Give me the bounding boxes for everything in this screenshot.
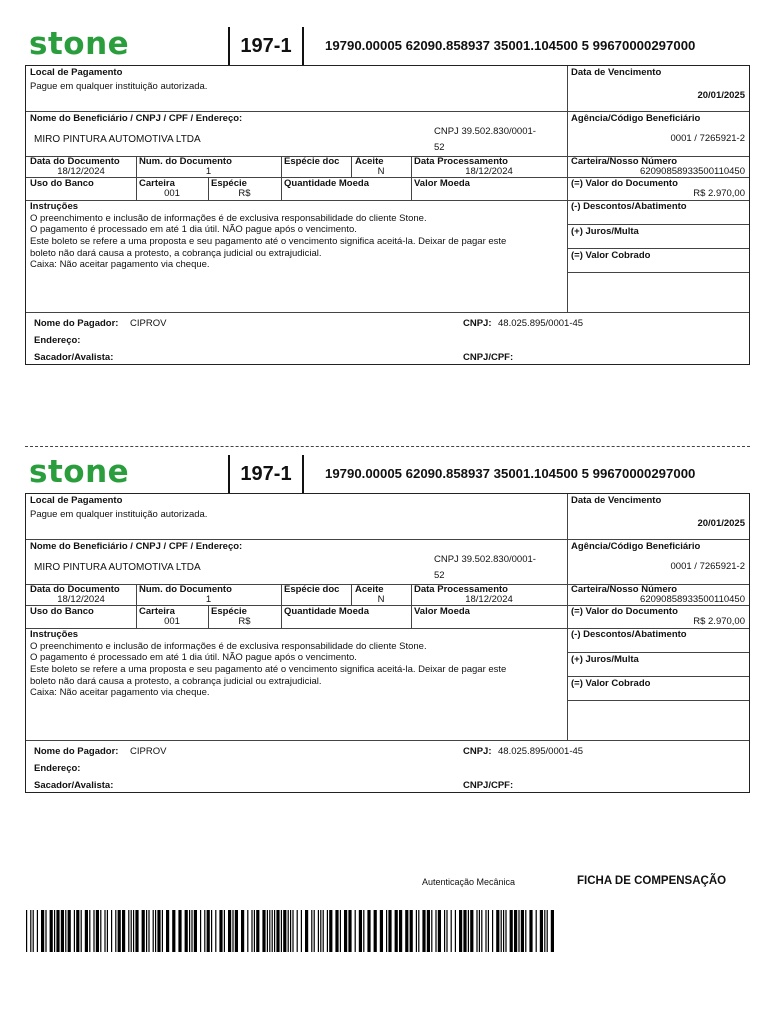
label-local-pagamento: Local de Pagamento: [30, 495, 123, 506]
label-carteira: Carteira: [139, 178, 175, 189]
beneficiario-cnpj-line1: CNPJ 39.502.830/0001-: [434, 126, 536, 137]
barcode-bar: [251, 910, 252, 952]
barcode-bar: [111, 910, 112, 952]
label-quantidade-moeda: Quantidade Moeda: [284, 606, 369, 617]
barcode-bar: [76, 910, 79, 952]
barcode-bar: [380, 910, 383, 952]
label-uso-banco: Uso do Banco: [30, 178, 94, 189]
num-documento-value: 1: [205, 594, 212, 605]
barcode-bar: [194, 910, 197, 952]
barcode-bar: [327, 910, 328, 952]
barcode-bar: [189, 910, 190, 952]
barcode-bar: [323, 910, 324, 952]
barcode-bar: [153, 910, 154, 952]
label-data-vencimento: Data de Vencimento: [571, 67, 662, 78]
barcode-bar: [274, 910, 275, 952]
label-agencia: Agência/Código Beneficiário: [571, 541, 701, 552]
barcode-bar: [207, 910, 210, 952]
especie-value: R$: [238, 188, 251, 199]
barcode-bar: [157, 910, 160, 952]
barcode-bar: [359, 910, 362, 952]
barcode-bar: [374, 910, 377, 952]
barcode-bar: [416, 910, 417, 952]
barcode-bar: [529, 910, 532, 952]
beneficiario-nome: MIRO PINTURA AUTOMOTIVA LTDA: [34, 134, 201, 145]
num-documento-value: 1: [205, 166, 212, 177]
agencia-value: 0001 / 7265921-2: [670, 561, 745, 572]
barcode-bar: [431, 910, 432, 952]
barcode-bar: [219, 910, 222, 952]
barcode-bar: [56, 910, 59, 952]
label-cnpj-cpf: CNPJ/CPF:: [463, 780, 514, 791]
barcode-bar: [297, 910, 298, 952]
barcode-bar: [68, 910, 71, 952]
instrucao-line: O preenchimento e inclusão de informações é de exclusiva responsabilidade do cliente Stone.: [30, 213, 427, 224]
barcode-bar: [61, 910, 64, 952]
barcode-bar: [468, 910, 469, 952]
slip-header: [25, 27, 750, 67]
label-especie: Espécie: [211, 606, 247, 617]
barcode-bar: [463, 910, 466, 952]
barcode-bar: [85, 910, 88, 952]
digitable-line: 19790.00005 62090.858937 35001.104500 5 99670000297000: [325, 466, 696, 481]
beneficiario-nome: MIRO PINTURA AUTOMOTIVA LTDA: [34, 562, 201, 573]
carteira-value: 001: [164, 616, 180, 627]
barcode-bar: [262, 910, 265, 952]
receipt-slip: [25, 27, 750, 367]
barcode-bar: [172, 910, 175, 952]
label-valor-documento: (=) Valor do Documento: [571, 178, 678, 189]
barcode-bar: [292, 910, 293, 952]
barcode-bar: [340, 910, 341, 952]
label-data-processamento: Data Processamento: [414, 584, 508, 595]
label-valor-cobrado: (=) Valor Cobrado: [571, 678, 651, 689]
aceite-value: N: [377, 166, 385, 177]
compensation-slip: [25, 455, 750, 795]
label-data-processamento: Data Processamento: [414, 156, 508, 167]
barcode-bar: [122, 910, 125, 952]
barcode-bar: [510, 910, 513, 952]
stone-logo: stone: [29, 26, 130, 62]
barcode-bar: [518, 910, 519, 952]
local-pagamento-value: Pague em qualquer instituição autorizada.: [30, 509, 208, 520]
barcode-bar: [204, 910, 205, 952]
barcode-bar: [363, 910, 364, 952]
data-documento-value: 18/12/2024: [57, 594, 105, 605]
barcode-bar: [395, 910, 398, 952]
data-vencimento-value: 20/01/2025: [697, 518, 745, 529]
label-data-vencimento: Data de Vencimento: [571, 495, 662, 506]
barcode-bar: [503, 910, 504, 952]
barcode-bar: [162, 910, 163, 952]
barcode-bar: [166, 910, 169, 952]
barcode-bar: [235, 910, 238, 952]
label-nome-pagador: Nome do Pagador:: [34, 746, 119, 757]
instrucao-line: Caixa: Não aceitar pagamento via cheque.: [30, 687, 210, 698]
pagador-value: CIPROV: [130, 318, 167, 329]
valor-documento-value: R$ 2.970,00: [693, 188, 745, 199]
barcode-bar: [455, 910, 456, 952]
barcode-bar: [41, 910, 44, 952]
barcode-bar: [254, 910, 255, 952]
label-especie: Espécie: [211, 178, 247, 189]
barcode-bar: [479, 910, 480, 952]
barcode-bar: [410, 910, 413, 952]
especie-value: R$: [238, 616, 251, 627]
barcode-bar: [142, 910, 145, 952]
barcode-bar: [288, 910, 289, 952]
data-processamento-value: 18/12/2024: [465, 166, 513, 177]
barcode-bar: [525, 910, 526, 952]
barcode-bar: [50, 910, 53, 952]
label-descontos: (-) Descontos/Abatimento: [571, 201, 687, 212]
data-documento-value: 18/12/2024: [57, 166, 105, 177]
instrucao-line: O pagamento é processado em até 1 dia útil. NÃO pague após o vencimento.: [30, 652, 357, 663]
barcode-bar: [470, 910, 473, 952]
barcode-bar: [496, 910, 499, 952]
barcode-bar: [314, 910, 315, 952]
barcode-bar: [267, 910, 268, 952]
label-data-documento: Data do Documento: [30, 584, 120, 595]
barcode-bar: [148, 910, 149, 952]
barcode-bar: [348, 910, 351, 952]
barcode-bar: [211, 910, 212, 952]
bank-code: 197-1: [228, 455, 304, 493]
label-nome-pagador: Nome do Pagador:: [34, 318, 119, 329]
barcode-bar: [185, 910, 188, 952]
barcode-bar: [367, 910, 370, 952]
beneficiario-cnpj-line2: 52: [434, 570, 445, 581]
label-valor-moeda: Valor Moeda: [414, 606, 470, 617]
data-processamento-value: 18/12/2024: [465, 594, 513, 605]
label-cnpj-cpf: CNPJ/CPF:: [463, 352, 514, 363]
barcode-bar: [435, 910, 436, 952]
label-data-documento: Data do Documento: [30, 156, 120, 167]
instrucao-line: Este boleto se refere a uma proposta e seu pagamento até o vencimento significa aceitá-la. Deixar de pagar este: [30, 664, 507, 675]
barcode-bar: [355, 910, 356, 952]
barcode-bar: [283, 910, 286, 952]
barcode-bar: [200, 910, 201, 952]
nosso-numero-value: 62090858933500110450: [640, 166, 745, 177]
barcode-bar: [269, 910, 270, 952]
label-instrucoes: Instruções: [30, 201, 79, 212]
barcode-bar: [488, 910, 489, 952]
barcode-bar: [438, 910, 441, 952]
barcode-bar: [318, 910, 319, 952]
barcode-bar: [551, 910, 554, 952]
label-beneficiario: Nome do Beneficiário / CNPJ / CPF / Endereço:: [30, 113, 243, 124]
label-endereco: Endereço:: [34, 335, 81, 346]
label-sacador: Sacador/Avalista:: [34, 780, 114, 791]
barcode-bar: [45, 910, 46, 952]
pagador-cnpj-value: 48.025.895/0001-45: [498, 318, 584, 329]
barcode-bar: [37, 910, 38, 952]
label-num-documento: Num. do Documento: [139, 156, 232, 167]
label-beneficiario: Nome do Beneficiário / CNPJ / CPF / Endereço:: [30, 541, 243, 552]
instrucao-line: Caixa: Não aceitar pagamento via cheque.: [30, 259, 210, 270]
barcode-bar: [544, 910, 545, 952]
barcode-bar: [247, 910, 248, 952]
barcode-bar: [276, 910, 279, 952]
barcode-bar: [115, 910, 116, 952]
slip-header: [25, 455, 750, 495]
barcode-bar: [133, 910, 134, 952]
barcode-bar: [178, 910, 181, 952]
barcode-bar: [320, 910, 321, 952]
barcode-bar: [481, 910, 482, 952]
nosso-numero-value: 62090858933500110450: [640, 594, 745, 605]
barcode-bar: [104, 910, 105, 952]
label-valor-cobrado: (=) Valor Cobrado: [571, 250, 651, 261]
barcode-bar: [224, 910, 225, 952]
boleto-table: [25, 65, 750, 365]
label-especie-doc: Espécie doc: [284, 156, 340, 167]
barcode-bar: [256, 910, 259, 952]
label-local-pagamento: Local de Pagamento: [30, 67, 123, 78]
label-endereco: Endereço:: [34, 763, 81, 774]
barcode-bar: [155, 910, 156, 952]
label-aceite: Aceite: [355, 156, 384, 167]
label-valor-documento: (=) Valor do Documento: [571, 606, 678, 617]
barcode-bar: [118, 910, 121, 952]
barcode-bar: [344, 910, 347, 952]
label-uso-banco: Uso do Banco: [30, 606, 94, 617]
barcode-bar: [191, 910, 192, 952]
label-num-documento: Num. do Documento: [139, 584, 232, 595]
carteira-value: 001: [164, 188, 180, 199]
barcode-bar: [26, 910, 27, 952]
label-quantidade-moeda: Quantidade Moeda: [284, 178, 369, 189]
label-carteira-nosso-numero: Carteira/Nosso Número: [571, 156, 678, 167]
barcode-bar: [135, 910, 138, 952]
barcode-bar: [228, 910, 231, 952]
barcode-bar: [492, 910, 493, 952]
barcode-bar: [335, 910, 338, 952]
barcode-bar: [131, 910, 132, 952]
barcode-bar: [427, 910, 430, 952]
label-descontos: (-) Descontos/Abatimento: [571, 629, 687, 640]
aceite-value: N: [377, 594, 385, 605]
barcode-bar: [100, 910, 101, 952]
instrucao-line: Este boleto se refere a uma proposta e seu pagamento até o vencimento significa aceitá-la. Deixar de pagar este: [30, 236, 507, 247]
barcode-bar: [514, 910, 517, 952]
valor-documento-value: R$ 2.970,00: [693, 616, 745, 627]
beneficiario-cnpj-line2: 52: [434, 142, 445, 153]
barcode-bar: [536, 910, 537, 952]
barcode-bar: [146, 910, 147, 952]
barcode-bar: [444, 910, 445, 952]
barcode-bar: [81, 910, 82, 952]
barcode-image: [26, 910, 556, 952]
barcode-bar: [388, 910, 391, 952]
barcode-bar: [547, 910, 548, 952]
label-agencia: Agência/Código Beneficiário: [571, 113, 701, 124]
label-sacador: Sacador/Avalista:: [34, 352, 114, 363]
cut-line: [25, 446, 750, 447]
pagador-value: CIPROV: [130, 746, 167, 757]
label-especie-doc: Espécie doc: [284, 584, 340, 595]
label-juros: (+) Juros/Multa: [571, 654, 639, 665]
barcode-bar: [305, 910, 308, 952]
barcode-bar: [107, 910, 108, 952]
label-carteira: Carteira: [139, 606, 175, 617]
barcode-bar: [281, 910, 282, 952]
label-aceite: Aceite: [355, 584, 384, 595]
barcode-bar: [422, 910, 425, 952]
local-pagamento-value: Pague em qualquer instituição autorizada.: [30, 81, 208, 92]
barcode-bar: [386, 910, 387, 952]
barcode-bar: [232, 910, 233, 952]
barcode-bar: [96, 910, 99, 952]
barcode-bar: [93, 910, 94, 952]
barcode-bar: [399, 910, 402, 952]
barcode-bar: [241, 910, 244, 952]
barcode-bar: [521, 910, 524, 952]
barcode-bar: [451, 910, 452, 952]
instrucao-line: O preenchimento e inclusão de informações é de exclusiva responsabilidade do cliente Stone.: [30, 641, 427, 652]
instrucao-line: O pagamento é processado em até 1 dia útil. NÃO pague após o vencimento.: [30, 224, 357, 235]
barcode-bar: [215, 910, 216, 952]
label-cnpj-pagador: CNPJ:: [463, 318, 492, 329]
label-juros: (+) Juros/Multa: [571, 226, 639, 237]
barcode-bar: [540, 910, 543, 952]
label-cnpj-pagador: CNPJ:: [463, 746, 492, 757]
label-instrucoes: Instruções: [30, 629, 79, 640]
data-vencimento-value: 20/01/2025: [697, 90, 745, 101]
barcode-bar: [329, 910, 332, 952]
barcode-bar: [311, 910, 312, 952]
boleto-table: [25, 493, 750, 793]
bank-code: 197-1: [228, 27, 304, 65]
barcode-bar: [505, 910, 506, 952]
agencia-value: 0001 / 7265921-2: [670, 133, 745, 144]
barcode-bar: [476, 910, 477, 952]
barcode-bar: [272, 910, 273, 952]
barcode-bar: [405, 910, 408, 952]
barcode-bar: [30, 910, 31, 952]
barcode-bar: [89, 910, 90, 952]
barcode-bar: [74, 910, 75, 952]
label-carteira-nosso-numero: Carteira/Nosso Número: [571, 584, 678, 595]
barcode-bar: [301, 910, 302, 952]
pagador-cnpj-value: 48.025.895/0001-45: [498, 746, 584, 757]
autenticacao-mecanica: Autenticação Mecânica: [422, 877, 516, 887]
barcode-bar: [501, 910, 502, 952]
barcode-bar: [128, 910, 129, 952]
barcode-bar: [290, 910, 291, 952]
barcode-bar: [446, 910, 447, 952]
digitable-line: 19790.00005 62090.858937 35001.104500 5 99670000297000: [325, 38, 696, 53]
ficha-compensacao: FICHA DE COMPENSAÇÃO: [577, 875, 727, 887]
beneficiario-cnpj-line1: CNPJ 39.502.830/0001-: [434, 554, 536, 565]
barcode-bar: [33, 910, 34, 952]
barcode-bar: [54, 910, 55, 952]
stone-logo: stone: [29, 454, 130, 490]
barcode-bar: [418, 910, 419, 952]
barcode-bar: [65, 910, 66, 952]
instrucao-line: boleto não dará causa a protesto, a cobrança judicial ou extrajudicial.: [30, 676, 322, 687]
label-valor-moeda: Valor Moeda: [414, 178, 470, 189]
barcode-bar: [459, 910, 462, 952]
instrucao-line: boleto não dará causa a protesto, a cobrança judicial ou extrajudicial.: [30, 248, 322, 259]
barcode-bar: [485, 910, 486, 952]
